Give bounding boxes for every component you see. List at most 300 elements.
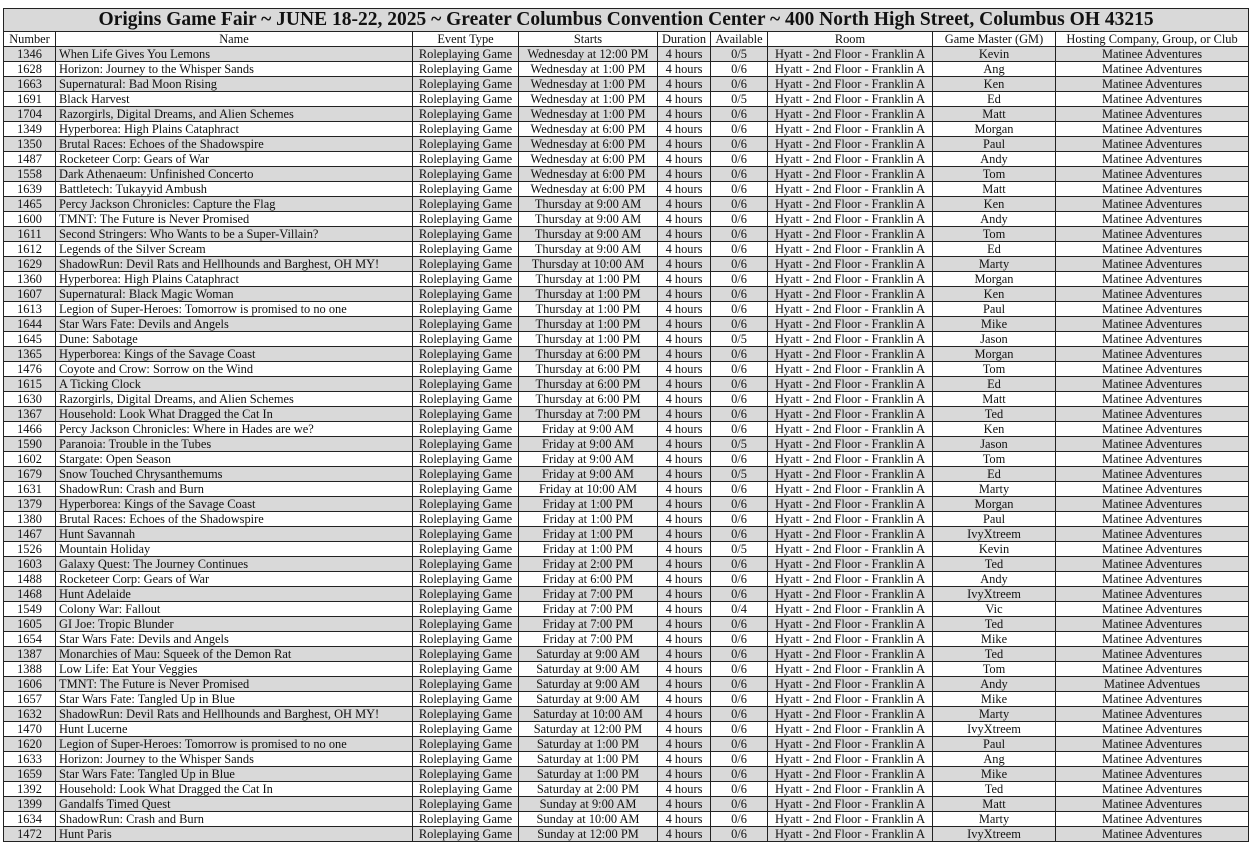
cell-game-master: Vic (933, 602, 1056, 617)
cell-name: Hunt Lucerne (56, 722, 413, 737)
cell-name: Star Wars Fate: Devils and Angels (56, 317, 413, 332)
table-row (4, 602, 1249, 617)
cell-available: 0/6 (711, 227, 768, 242)
cell-room: Hyatt - 2nd Floor - Franklin A (768, 662, 933, 677)
cell-game-master: Jason (933, 332, 1056, 347)
column-header-event-type: Event Type (413, 32, 519, 47)
cell-hosting-company: Matinee Adventures (1056, 392, 1249, 407)
cell-event-type: Roleplaying Game (413, 167, 519, 182)
cell-available: 0/6 (711, 452, 768, 467)
cell-starts: Saturday at 12:00 PM (519, 722, 658, 737)
cell-room: Hyatt - 2nd Floor - Franklin A (768, 677, 933, 692)
cell-duration: 4 hours (658, 512, 711, 527)
cell-duration: 4 hours (658, 167, 711, 182)
cell-name: Second Stringers: Who Wants to be a Super-Villain? (56, 227, 413, 242)
cell-number: 1603 (4, 557, 56, 572)
cell-room: Hyatt - 2nd Floor - Franklin A (768, 77, 933, 92)
table-row (4, 182, 1249, 197)
cell-room: Hyatt - 2nd Floor - Franklin A (768, 392, 933, 407)
cell-hosting-company: Matinee Adventures (1056, 227, 1249, 242)
cell-starts: Thursday at 1:00 PM (519, 332, 658, 347)
cell-duration: 4 hours (658, 527, 711, 542)
cell-hosting-company: Matinee Adventures (1056, 77, 1249, 92)
table-row (4, 137, 1249, 152)
cell-number: 1644 (4, 317, 56, 332)
cell-game-master: Ken (933, 422, 1056, 437)
cell-hosting-company: Matinee Adventures (1056, 167, 1249, 182)
cell-game-master: Ed (933, 92, 1056, 107)
cell-hosting-company: Matinee Adventures (1056, 272, 1249, 287)
cell-name: Horizon: Journey to the Whisper Sands (56, 752, 413, 767)
cell-hosting-company: Matinee Adventures (1056, 242, 1249, 257)
table-row (4, 302, 1249, 317)
cell-room: Hyatt - 2nd Floor - Franklin A (768, 212, 933, 227)
cell-number: 1634 (4, 812, 56, 827)
cell-game-master: Ed (933, 467, 1056, 482)
cell-number: 1606 (4, 677, 56, 692)
cell-hosting-company: Matinee Adventures (1056, 497, 1249, 512)
table-row (4, 152, 1249, 167)
cell-event-type: Roleplaying Game (413, 707, 519, 722)
cell-game-master: Matt (933, 392, 1056, 407)
cell-event-type: Roleplaying Game (413, 257, 519, 272)
cell-available: 0/6 (711, 242, 768, 257)
cell-duration: 4 hours (658, 497, 711, 512)
cell-available: 0/6 (711, 152, 768, 167)
column-header-game-master: Game Master (GM) (933, 32, 1056, 47)
cell-number: 1645 (4, 332, 56, 347)
cell-number: 1628 (4, 62, 56, 77)
table-row (4, 257, 1249, 272)
cell-event-type: Roleplaying Game (413, 557, 519, 572)
cell-available: 0/6 (711, 707, 768, 722)
table-row (4, 347, 1249, 362)
cell-game-master: Ted (933, 617, 1056, 632)
cell-number: 1600 (4, 212, 56, 227)
cell-room: Hyatt - 2nd Floor - Franklin A (768, 257, 933, 272)
cell-starts: Thursday at 9:00 AM (519, 242, 658, 257)
cell-room: Hyatt - 2nd Floor - Franklin A (768, 182, 933, 197)
cell-hosting-company: Matinee Adventures (1056, 482, 1249, 497)
cell-duration: 4 hours (658, 542, 711, 557)
table-row (4, 167, 1249, 182)
cell-starts: Thursday at 10:00 AM (519, 257, 658, 272)
cell-duration: 4 hours (658, 452, 711, 467)
cell-game-master: Tom (933, 452, 1056, 467)
cell-game-master: IvyXtreem (933, 722, 1056, 737)
cell-event-type: Roleplaying Game (413, 752, 519, 767)
cell-hosting-company: Matinee Adventures (1056, 812, 1249, 827)
cell-event-type: Roleplaying Game (413, 722, 519, 737)
cell-duration: 4 hours (658, 677, 711, 692)
page-title: Origins Game Fair ~ JUNE 18-22, 2025 ~ Greater Columbus Convention Center ~ 400 North High Street, Columbus OH 43215 (4, 9, 1249, 32)
cell-starts: Saturday at 9:00 AM (519, 692, 658, 707)
cell-duration: 4 hours (658, 317, 711, 332)
cell-event-type: Roleplaying Game (413, 92, 519, 107)
cell-number: 1633 (4, 752, 56, 767)
cell-number: 1470 (4, 722, 56, 737)
cell-hosting-company: Matinee Adventures (1056, 557, 1249, 572)
cell-name: Legion of Super-Heroes: Tomorrow is promised to no one (56, 302, 413, 317)
cell-room: Hyatt - 2nd Floor - Franklin A (768, 377, 933, 392)
table-row (4, 677, 1249, 692)
cell-duration: 4 hours (658, 752, 711, 767)
cell-room: Hyatt - 2nd Floor - Franklin A (768, 347, 933, 362)
cell-event-type: Roleplaying Game (413, 347, 519, 362)
column-header-name: Name (56, 32, 413, 47)
column-header-room: Room (768, 32, 933, 47)
cell-duration: 4 hours (658, 137, 711, 152)
cell-available: 0/6 (711, 827, 768, 842)
cell-hosting-company: Matinee Adventures (1056, 107, 1249, 122)
cell-hosting-company: Matinee Adventures (1056, 377, 1249, 392)
cell-event-type: Roleplaying Game (413, 392, 519, 407)
cell-available: 0/6 (711, 797, 768, 812)
cell-hosting-company: Matinee Adventures (1056, 692, 1249, 707)
cell-name: Low Life: Eat Your Veggies (56, 662, 413, 677)
cell-room: Hyatt - 2nd Floor - Franklin A (768, 797, 933, 812)
cell-starts: Friday at 7:00 PM (519, 602, 658, 617)
cell-room: Hyatt - 2nd Floor - Franklin A (768, 497, 933, 512)
cell-room: Hyatt - 2nd Floor - Franklin A (768, 707, 933, 722)
cell-game-master: Ted (933, 557, 1056, 572)
cell-event-type: Roleplaying Game (413, 437, 519, 452)
cell-name: Monarchies of Mau: Squeek of the Demon Rat (56, 647, 413, 662)
cell-hosting-company: Matinee Adventures (1056, 782, 1249, 797)
cell-hosting-company: Matinee Adventures (1056, 437, 1249, 452)
cell-event-type: Roleplaying Game (413, 332, 519, 347)
cell-duration: 4 hours (658, 182, 711, 197)
cell-duration: 4 hours (658, 782, 711, 797)
cell-number: 1629 (4, 257, 56, 272)
cell-hosting-company: Matinee Adventures (1056, 317, 1249, 332)
cell-game-master: IvyXtreem (933, 587, 1056, 602)
cell-name: Colony War: Fallout (56, 602, 413, 617)
table-row (4, 272, 1249, 287)
cell-starts: Sunday at 9:00 AM (519, 797, 658, 812)
cell-available: 0/5 (711, 467, 768, 482)
cell-duration: 4 hours (658, 572, 711, 587)
cell-name: Hunt Paris (56, 827, 413, 842)
cell-game-master: Marty (933, 482, 1056, 497)
cell-hosting-company: Matinee Adventures (1056, 452, 1249, 467)
cell-room: Hyatt - 2nd Floor - Franklin A (768, 602, 933, 617)
cell-available: 0/6 (711, 587, 768, 602)
cell-number: 1704 (4, 107, 56, 122)
cell-name: Hyperborea: Kings of the Savage Coast (56, 497, 413, 512)
cell-available: 0/6 (711, 617, 768, 632)
cell-available: 0/5 (711, 92, 768, 107)
cell-room: Hyatt - 2nd Floor - Franklin A (768, 767, 933, 782)
column-header-starts: Starts (519, 32, 658, 47)
table-row (4, 77, 1249, 92)
cell-starts: Wednesday at 1:00 PM (519, 107, 658, 122)
cell-game-master: Matt (933, 797, 1056, 812)
cell-name: Battletech: Tukayyid Ambush (56, 182, 413, 197)
cell-starts: Friday at 6:00 PM (519, 572, 658, 587)
cell-duration: 4 hours (658, 557, 711, 572)
cell-hosting-company: Matinee Adventures (1056, 467, 1249, 482)
cell-room: Hyatt - 2nd Floor - Franklin A (768, 272, 933, 287)
cell-name: ShadowRun: Crash and Burn (56, 482, 413, 497)
cell-starts: Wednesday at 6:00 PM (519, 122, 658, 137)
table-body (4, 47, 1249, 842)
cell-room: Hyatt - 2nd Floor - Franklin A (768, 152, 933, 167)
cell-room: Hyatt - 2nd Floor - Franklin A (768, 572, 933, 587)
cell-event-type: Roleplaying Game (413, 602, 519, 617)
cell-duration: 4 hours (658, 47, 711, 62)
cell-event-type: Roleplaying Game (413, 122, 519, 137)
cell-name: Household: Look What Dragged the Cat In (56, 782, 413, 797)
table-row (4, 797, 1249, 812)
cell-duration: 4 hours (658, 62, 711, 77)
cell-available: 0/6 (711, 767, 768, 782)
cell-name: GI Joe: Tropic Blunder (56, 617, 413, 632)
table-row (4, 827, 1249, 842)
cell-room: Hyatt - 2nd Floor - Franklin A (768, 362, 933, 377)
cell-event-type: Roleplaying Game (413, 797, 519, 812)
cell-duration: 4 hours (658, 77, 711, 92)
cell-available: 0/6 (711, 362, 768, 377)
cell-room: Hyatt - 2nd Floor - Franklin A (768, 557, 933, 572)
cell-name: Percy Jackson Chronicles: Where in Hades are we? (56, 422, 413, 437)
table-row (4, 122, 1249, 137)
cell-game-master: IvyXtreem (933, 827, 1056, 842)
cell-room: Hyatt - 2nd Floor - Franklin A (768, 692, 933, 707)
cell-game-master: Ted (933, 782, 1056, 797)
cell-room: Hyatt - 2nd Floor - Franklin A (768, 197, 933, 212)
cell-available: 0/6 (711, 257, 768, 272)
cell-starts: Saturday at 2:00 PM (519, 782, 658, 797)
table-row (4, 407, 1249, 422)
cell-available: 0/6 (711, 62, 768, 77)
cell-duration: 4 hours (658, 92, 711, 107)
cell-event-type: Roleplaying Game (413, 242, 519, 257)
cell-starts: Thursday at 9:00 AM (519, 212, 658, 227)
cell-hosting-company: Matinee Adventures (1056, 332, 1249, 347)
cell-room: Hyatt - 2nd Floor - Franklin A (768, 587, 933, 602)
table-row (4, 212, 1249, 227)
cell-game-master: Matt (933, 182, 1056, 197)
cell-number: 1630 (4, 392, 56, 407)
cell-number: 1472 (4, 827, 56, 842)
cell-event-type: Roleplaying Game (413, 692, 519, 707)
cell-number: 1679 (4, 467, 56, 482)
cell-starts: Thursday at 9:00 AM (519, 197, 658, 212)
cell-starts: Wednesday at 1:00 PM (519, 77, 658, 92)
cell-name: Snow Touched Chrysanthemums (56, 467, 413, 482)
cell-starts: Friday at 9:00 AM (519, 452, 658, 467)
cell-game-master: Mike (933, 317, 1056, 332)
cell-duration: 4 hours (658, 422, 711, 437)
cell-number: 1607 (4, 287, 56, 302)
cell-game-master: Kevin (933, 542, 1056, 557)
title-row (4, 9, 1249, 32)
cell-available: 0/6 (711, 347, 768, 362)
cell-starts: Friday at 9:00 AM (519, 467, 658, 482)
cell-event-type: Roleplaying Game (413, 407, 519, 422)
cell-name: Supernatural: Black Magic Woman (56, 287, 413, 302)
cell-starts: Friday at 9:00 AM (519, 437, 658, 452)
table-row (4, 692, 1249, 707)
table-row (4, 62, 1249, 77)
cell-event-type: Roleplaying Game (413, 572, 519, 587)
cell-available: 0/6 (711, 197, 768, 212)
cell-number: 1526 (4, 542, 56, 557)
cell-room: Hyatt - 2nd Floor - Franklin A (768, 647, 933, 662)
column-header-hosting-company: Hosting Company, Group, or Club (1056, 32, 1249, 47)
cell-hosting-company: Matinee Adventures (1056, 152, 1249, 167)
cell-available: 0/6 (711, 212, 768, 227)
cell-hosting-company: Matinee Adventures (1056, 632, 1249, 647)
cell-event-type: Roleplaying Game (413, 542, 519, 557)
cell-number: 1549 (4, 602, 56, 617)
cell-hosting-company: Matinee Adventures (1056, 707, 1249, 722)
cell-number: 1387 (4, 647, 56, 662)
cell-starts: Thursday at 6:00 PM (519, 392, 658, 407)
cell-event-type: Roleplaying Game (413, 497, 519, 512)
cell-hosting-company: Matinee Adventures (1056, 47, 1249, 62)
cell-number: 1654 (4, 632, 56, 647)
cell-starts: Friday at 1:00 PM (519, 527, 658, 542)
cell-number: 1346 (4, 47, 56, 62)
cell-duration: 4 hours (658, 332, 711, 347)
cell-hosting-company: Matinee Adventures (1056, 137, 1249, 152)
cell-event-type: Roleplaying Game (413, 767, 519, 782)
cell-event-type: Roleplaying Game (413, 827, 519, 842)
cell-game-master: Matt (933, 107, 1056, 122)
cell-available: 0/6 (711, 752, 768, 767)
cell-starts: Saturday at 1:00 PM (519, 767, 658, 782)
cell-name: Star Wars Fate: Tangled Up in Blue (56, 767, 413, 782)
table-row (4, 782, 1249, 797)
cell-number: 1657 (4, 692, 56, 707)
cell-room: Hyatt - 2nd Floor - Franklin A (768, 422, 933, 437)
cell-name: Dark Athenaeum: Unfinished Concerto (56, 167, 413, 182)
cell-duration: 4 hours (658, 152, 711, 167)
cell-event-type: Roleplaying Game (413, 212, 519, 227)
cell-starts: Thursday at 1:00 PM (519, 287, 658, 302)
cell-available: 0/5 (711, 332, 768, 347)
cell-game-master: IvyXtreem (933, 527, 1056, 542)
cell-available: 0/6 (711, 812, 768, 827)
cell-duration: 4 hours (658, 437, 711, 452)
cell-number: 1612 (4, 242, 56, 257)
cell-number: 1613 (4, 302, 56, 317)
cell-event-type: Roleplaying Game (413, 812, 519, 827)
cell-duration: 4 hours (658, 122, 711, 137)
cell-available: 0/6 (711, 647, 768, 662)
cell-starts: Friday at 9:00 AM (519, 422, 658, 437)
cell-duration: 4 hours (658, 827, 711, 842)
cell-number: 1632 (4, 707, 56, 722)
cell-game-master: Paul (933, 512, 1056, 527)
cell-name: Razorgirls, Digital Dreams, and Alien Schemes (56, 107, 413, 122)
cell-room: Hyatt - 2nd Floor - Franklin A (768, 302, 933, 317)
cell-game-master: Morgan (933, 122, 1056, 137)
cell-number: 1691 (4, 92, 56, 107)
cell-number: 1639 (4, 182, 56, 197)
cell-room: Hyatt - 2nd Floor - Franklin A (768, 167, 933, 182)
cell-starts: Friday at 7:00 PM (519, 617, 658, 632)
cell-duration: 4 hours (658, 812, 711, 827)
cell-hosting-company: Matinee Adventures (1056, 212, 1249, 227)
cell-number: 1367 (4, 407, 56, 422)
cell-name: Dune: Sabotage (56, 332, 413, 347)
cell-hosting-company: Matinee Adventures (1056, 302, 1249, 317)
cell-room: Hyatt - 2nd Floor - Franklin A (768, 437, 933, 452)
cell-room: Hyatt - 2nd Floor - Franklin A (768, 632, 933, 647)
cell-game-master: Tom (933, 167, 1056, 182)
cell-hosting-company: Matinee Adventures (1056, 197, 1249, 212)
cell-event-type: Roleplaying Game (413, 47, 519, 62)
cell-event-type: Roleplaying Game (413, 422, 519, 437)
cell-starts: Wednesday at 1:00 PM (519, 62, 658, 77)
cell-number: 1611 (4, 227, 56, 242)
cell-starts: Saturday at 1:00 PM (519, 752, 658, 767)
cell-number: 1365 (4, 347, 56, 362)
table-row (4, 512, 1249, 527)
cell-game-master: Tom (933, 362, 1056, 377)
cell-available: 0/6 (711, 182, 768, 197)
column-header-duration: Duration (658, 32, 711, 47)
cell-game-master: Ang (933, 62, 1056, 77)
cell-event-type: Roleplaying Game (413, 272, 519, 287)
cell-room: Hyatt - 2nd Floor - Franklin A (768, 317, 933, 332)
cell-event-type: Roleplaying Game (413, 317, 519, 332)
cell-game-master: Mike (933, 632, 1056, 647)
cell-game-master: Ted (933, 407, 1056, 422)
cell-duration: 4 hours (658, 272, 711, 287)
cell-duration: 4 hours (658, 797, 711, 812)
cell-game-master: Paul (933, 737, 1056, 752)
cell-available: 0/6 (711, 497, 768, 512)
table-row (4, 557, 1249, 572)
cell-duration: 4 hours (658, 467, 711, 482)
cell-available: 0/6 (711, 407, 768, 422)
cell-available: 0/5 (711, 47, 768, 62)
cell-available: 0/6 (711, 422, 768, 437)
cell-number: 1360 (4, 272, 56, 287)
cell-number: 1602 (4, 452, 56, 467)
cell-starts: Thursday at 6:00 PM (519, 347, 658, 362)
table-row (4, 362, 1249, 377)
cell-game-master: Morgan (933, 272, 1056, 287)
cell-game-master: Marty (933, 257, 1056, 272)
cell-available: 0/6 (711, 137, 768, 152)
cell-room: Hyatt - 2nd Floor - Franklin A (768, 287, 933, 302)
cell-event-type: Roleplaying Game (413, 362, 519, 377)
cell-number: 1558 (4, 167, 56, 182)
cell-name: Brutal Races: Echoes of the Shadowspire (56, 512, 413, 527)
cell-room: Hyatt - 2nd Floor - Franklin A (768, 47, 933, 62)
cell-name: Galaxy Quest: The Journey Continues (56, 557, 413, 572)
table-row (4, 92, 1249, 107)
cell-game-master: Mike (933, 767, 1056, 782)
cell-room: Hyatt - 2nd Floor - Franklin A (768, 332, 933, 347)
cell-hosting-company: Matinee Adventures (1056, 617, 1249, 632)
cell-duration: 4 hours (658, 302, 711, 317)
cell-hosting-company: Matinee Adventures (1056, 287, 1249, 302)
cell-room: Hyatt - 2nd Floor - Franklin A (768, 137, 933, 152)
cell-hosting-company: Matinee Adventures (1056, 92, 1249, 107)
table-row (4, 392, 1249, 407)
cell-name: Hyperborea: High Plains Cataphract (56, 122, 413, 137)
cell-duration: 4 hours (658, 377, 711, 392)
cell-hosting-company: Matinee Adventures (1056, 767, 1249, 782)
table-row (4, 662, 1249, 677)
cell-available: 0/6 (711, 677, 768, 692)
